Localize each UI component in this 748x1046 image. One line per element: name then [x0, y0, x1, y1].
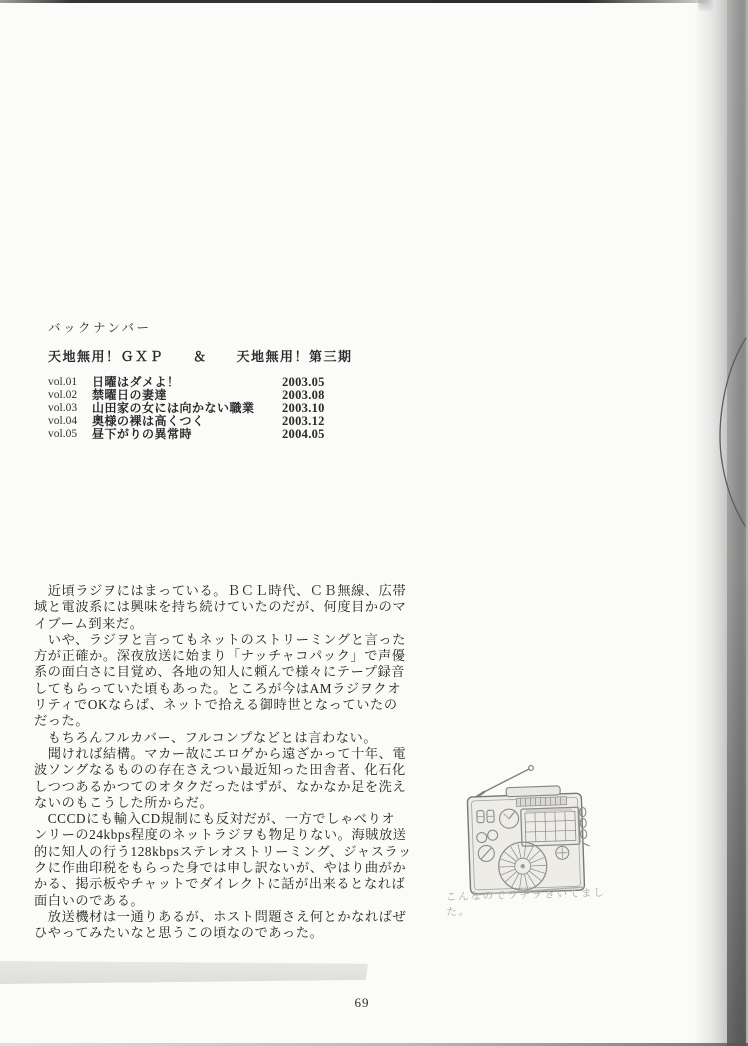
backnumber-row — [48, 428, 408, 441]
essay-line: だった。 — [34, 713, 90, 729]
backnumber-series-title: 天地無用！ＧＸＰ ＆ 天地無用！第三期 — [48, 349, 353, 364]
essay-line: 的に知人の行う128kbpsステレオストリーミング、ジャスラッ — [34, 843, 412, 859]
radio-illustration — [452, 750, 600, 900]
backnumber-heading: バックナンバー — [48, 321, 152, 335]
essay-line: 近頃ラジヲにはまっている。ＢＣＬ時代、ＣＢ無線、広帯 — [34, 583, 407, 598]
essay-line: かる、掲示板やチャットでダイレクトに話が出来るとなれば — [34, 876, 406, 892]
backnumber-row — [48, 402, 408, 415]
scan-top-edge-line — [0, 0, 714, 3]
volume-date: 2004.05 — [282, 426, 325, 441]
essay-line: しつつあるかつてのオタクだったはずが、なかなか足を洗え — [34, 778, 407, 794]
volume-label: vol.05 — [48, 427, 78, 440]
essay-line: 域と電波系には興味を持ち続けていたのだが、何度目かのマ — [34, 599, 407, 615]
volume-date: 2003.05 — [282, 375, 325, 389]
volume-title: 日曜はダメよ！ — [92, 375, 180, 389]
radio-sketch-icon — [452, 750, 600, 900]
volume-label: vol.04 — [48, 414, 78, 427]
volume-title: 山田家の女には向かない職業 — [92, 400, 255, 415]
essay-line: 波ソングなるものの存在さえつい最近知った田舎者、化石化 — [34, 762, 406, 778]
backnumber-section — [48, 318, 408, 441]
essay-line: ないのもこうした所からだ。 — [34, 794, 214, 810]
essay-line: 方が正確か。深夜放送に始まり「ナッチャコパック」で声優 — [34, 648, 406, 664]
volume-title: 禁曜日の妻達 — [92, 387, 168, 402]
volume-date: 2003.12 — [282, 413, 325, 428]
backnumber-row — [48, 389, 408, 402]
essay-line: もちろんフルカバー、フルコンプなどとは言わない。 — [34, 729, 378, 745]
essay-line: CCCDにも輸入CD規制にも反対だが、一方でしゃべりオ — [34, 811, 396, 827]
essay-line: してもらっていた頃もあった。ところが今はAMラジヲクオ — [34, 680, 402, 696]
essay-line: 面白いのである。 — [34, 892, 145, 908]
volume-date: 2003.08 — [282, 387, 325, 402]
afterword-essay — [34, 583, 440, 942]
backnumber-row — [48, 376, 408, 389]
volume-title: 奥様の裸は高くつく — [92, 413, 205, 428]
volume-label: vol.02 — [48, 388, 78, 401]
volume-label: vol.03 — [48, 401, 78, 414]
backnumber-list — [48, 376, 408, 441]
essay-line: ひやってみたいなと思うこの頃なのであった。 — [34, 925, 324, 941]
page-number: 69 — [354, 995, 370, 1010]
essay-line: いや、ラジヲと言ってもネットのストリーミングと言った — [34, 631, 406, 647]
page-curl-arc-mark — [700, 330, 748, 535]
essay-line: クに作曲印税をもらった身では申し訳ないが、やはり曲がか — [34, 860, 407, 876]
volume-title: 昼下がりの異常時 — [92, 426, 193, 441]
essay-line: ンリーの24kbps程度のネットラジヲも物足りない。海賊放送 — [34, 827, 407, 843]
essay-line: 系の面白さに目覚め、各地の知人に頼んで様々にテープ録音 — [34, 664, 406, 680]
essay-line: リティでOKならば、ネットで拾える御時世となっていたの — [34, 697, 398, 713]
essay-line: 放送機材は一通りあるが、ホスト問題さえ何とかなればぜ — [34, 908, 407, 924]
handwritten-caption: こんなのでラヂヲきいてました。 — [445, 886, 606, 919]
volume-label: vol.01 — [48, 376, 78, 388]
backnumber-row — [48, 415, 408, 428]
volume-date: 2003.10 — [282, 400, 325, 415]
essay-line: 聞ければ結構。マカー故にエロゲから遠ざかって十年、電 — [34, 745, 407, 761]
essay-line: イブーム到来だ。 — [34, 615, 144, 631]
scan-artifact-gray-bar — [0, 961, 368, 984]
